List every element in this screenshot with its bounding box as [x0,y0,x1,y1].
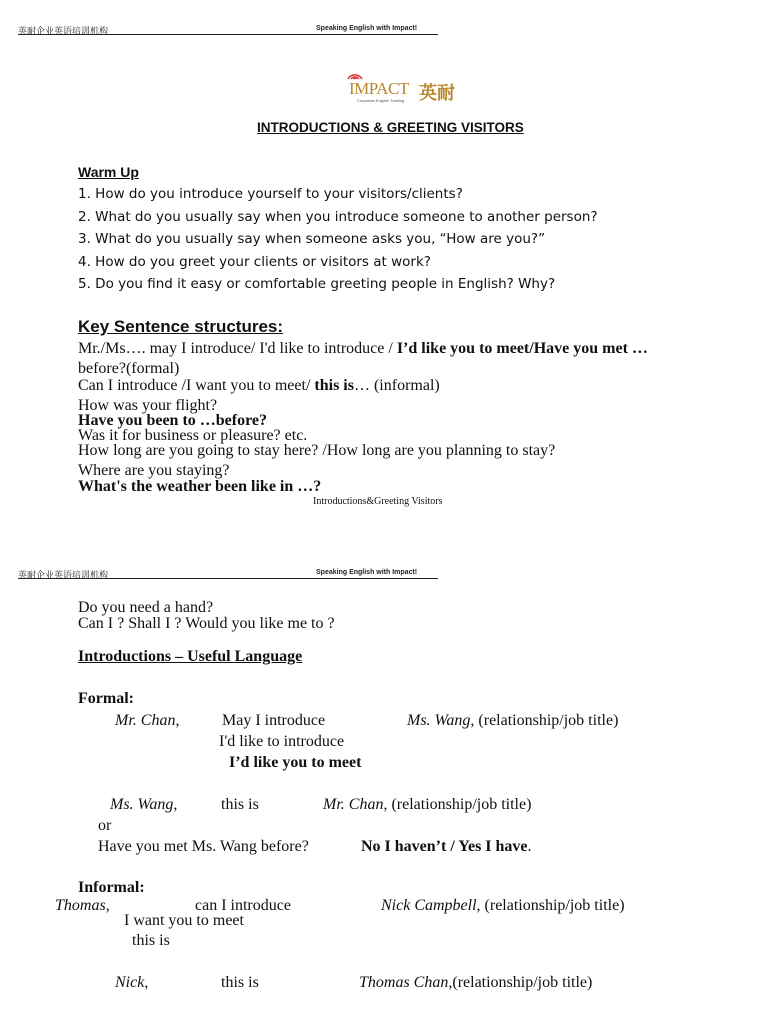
informal-target [359,974,592,992]
punct: , [173,796,178,813]
key-line [78,340,648,358]
formal-option: May I introduce [222,712,326,729]
key-line: before?(formal) [78,360,180,377]
punct: , [175,712,180,729]
informal-option: this is [132,932,170,949]
logo-brand: IMPACT [349,79,409,98]
person-name: Mr. Chan [323,796,384,813]
key-line-bold: this is [314,377,354,394]
logo-brand-cn: 英耐 [419,83,455,104]
header-slogan: Speaking English with Impact! [316,569,418,576]
page-title: INTRODUCTIONS & GREETING VISITORS [257,120,524,135]
person-name: Ms. Wang [110,796,174,813]
warmup-question: 1. How do you introduce yourself to your visitors/clients? [78,186,463,202]
answer-bold: No I haven’t / Yes I have [361,838,528,855]
relationship-note: ,(relationship/job title) [448,974,593,991]
key-line [78,377,440,395]
formal-heading: Formal: [78,690,134,707]
warmup-heading: Warm Up [78,164,139,180]
formal-name [110,796,177,814]
key-line: Where are you staying? [78,462,230,479]
person-name: Nick [115,974,145,991]
help-line: Can I ? Shall I ? Would you like me to ? [78,615,335,632]
header-slogan: Speaking English with Impact! [316,25,418,32]
warmup-question: 5. Do you find it easy or comfortable greeting people in English? Why? [78,276,556,292]
key-line: Have you been to …before? [78,412,268,429]
relationship-note: , (relationship/job title) [470,712,619,729]
page-footer: Introductions&Greeting Visitors [313,496,443,507]
warmup-question: 4. How do you greet your clients or visitors at work? [78,254,431,270]
key-line-bold: I’d like you to meet/Have you met … [396,340,648,357]
key-line: What's the weather been like in …? [78,478,322,495]
warmup-question: 2. What do you usually say when you introduce someone to another person? [78,209,598,225]
formal-option: I’d like you to meet [229,754,362,771]
person-name: Mr. Chan [115,712,176,729]
key-line: How long are you going to stay here? /How long are you planning to stay? [78,442,556,459]
impact-logo [343,67,465,107]
header-rule [18,578,438,579]
person-name: Ms. Wang [407,712,471,729]
person-name: Thomas [55,897,106,914]
key-line: Was it for business or pleasure? etc. [78,427,308,444]
person-name: Nick Campbell [381,897,477,914]
informal-name [115,974,148,992]
header-company: 英耐企业英语培训机构 [18,27,109,37]
informal-option: this is [221,974,259,991]
person-name: Thomas Chan [359,974,449,991]
logo-tagline: Corporate English Training [357,98,405,103]
header-company: 英耐企业英语培训机构 [18,571,109,581]
punct: . [527,838,532,855]
or-text: or [98,817,112,834]
formal-name [115,712,179,730]
formal-target [323,796,531,814]
key-line-part: Can I introduce /I want you to meet/ [78,377,315,394]
key-heading: Key Sentence structures: [78,317,284,336]
key-line: How was your flight? [78,397,218,414]
informal-target [381,897,625,915]
formal-target [407,712,618,730]
header-rule [18,34,438,35]
key-line-part: Mr./Ms…. may I introduce/ I'd like to introduce / [78,340,397,357]
informal-heading: Informal: [78,879,145,896]
warmup-question: 3. What do you usually say when someone asks you, “How are you?” [78,231,546,247]
relationship-note: , (relationship/job title) [383,796,532,813]
punct: , [105,897,110,914]
informal-option: I want you to meet [124,912,244,929]
help-line: Do you need a hand? [78,599,214,616]
relationship-note: , (relationship/job title) [476,897,625,914]
formal-question: Have you met Ms. Wang before? [98,838,309,855]
section-heading: Introductions – Useful Language [78,648,303,665]
key-line-part: … (informal) [353,377,440,394]
informal-option: can I introduce [195,897,291,914]
formal-answer [361,838,532,856]
informal-name [55,897,110,915]
formal-option: this is [221,796,259,813]
formal-option: I'd like to introduce [219,733,345,750]
punct: , [144,974,149,991]
